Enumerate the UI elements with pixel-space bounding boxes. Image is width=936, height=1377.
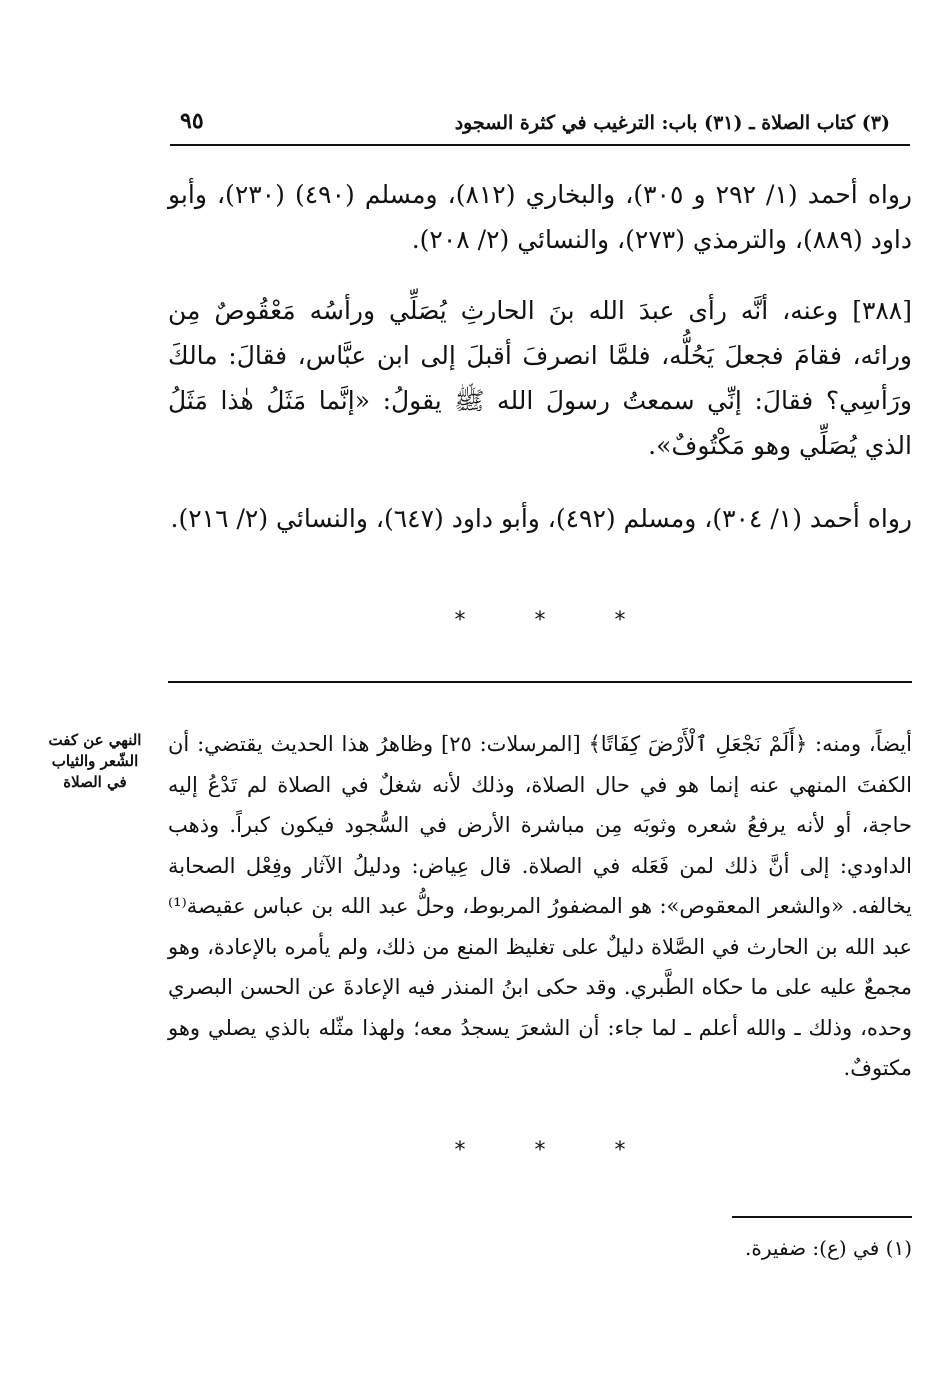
main-text [168,172,912,262]
takhrij-block-2 [168,496,912,541]
margin-note-line: في الصلاة [63,773,127,791]
footnote: (١) في (ع): ضفيرة. [745,1236,912,1260]
commentary-separator-line [168,681,912,683]
hadith-paragraph [168,288,912,468]
page-number: ٩٥ [180,108,204,134]
running-header [170,104,910,146]
hadith-block [168,288,912,468]
footnote-separator-line [732,1216,912,1218]
commentary-paragraph: أيضاً، ومنه: ﴿أَلَمْ نَجْعَلِ ٱلْأَرْضَ كِفَاتًا﴾ [المرسلات: ٢٥] وظاهرُ هذا الحديث يقتضي: أن الكفتَ المنهي عنه إنما هو في حال الصلاة، وذلك لأنه شغلٌ في الصلاة لم تَدْعُ إليه حاجة، أو لأنه يرفعُ شعره وثوبَه مِن مباشرة الأرض في السُّجود فيكون كبراً. وذهب الداودي: إلى أنَّ ذلك لمن فَعَله في الصلاة. قال عِياض: ودليلُ الآثار وفِعْل الصحابة يخالفه. «والشعر المعقوص»: هو المضفورُ المربوط، وحلُّ عبد الله بن عباس عقيصة⁽¹⁾ عبد الله بن الحارث في الصَّلاة دليلٌ على تغليظ المنع من ذلك، ولم يأمره بالإعادة، وهو مجمعٌ عليه على ما حكاه الطَّبري. وقد حكى ابنُ المنذر فيه الإعادةَ عن الحسن البصري وحده، وذلك ـ والله أعلم ـ لما جاء: أن الشعرَ يسجدُ معه؛ ولهذا مثّله بالذي يصلي وهو مكتوفٌ. [168,732,912,1080]
chapter-title: (٣) كتاب الصلاة ـ (٣١) باب: الترغيب في كثرة السجود [454,112,890,134]
section-divider-stars-2: * * * [454,1138,626,1163]
commentary-text [168,724,912,1089]
margin-note-line: الشّعر والثياب [51,752,139,770]
hadith-number: [٣٨٨] [852,296,913,325]
takhrij-paragraph-1: رواه أحمد (١/ ٢٩٢ و ٣٠٥)، والبخاري (٨١٢)، ومسلم (٤٩٠) (٢٣٠)، وأبو داود (٨٨٩)، والترمذي (٢٧٣)، والنسائي (٢/ ٢٠٨). [168,180,913,254]
margin-note-line: النهي عن كفت [48,731,142,749]
section-divider-stars: * * * [454,608,626,633]
hadith-text: وعنه، أنَّه رأى عبدَ الله بنَ الحارثِ يُصَلِّي ورأسُه مَعْقُوصٌ مِن ورائه، فقامَ فجعلَ يَحُلُّه، فلمَّا انصرفَ أقبلَ إلى ابن عبَّاس، فقالَ: مالكَ ورَأسِي؟ فقالَ: إنِّي سمعتُ رسولَ الله ﷺ يقولُ: «إنَّما مَثَلُ هٰذا مَثَلُ الذي يُصَلِّي وهو مَكْتُوفٌ». [168,296,912,460]
margin-note [26,730,164,793]
takhrij-paragraph-2: رواه أحمد (١/ ٣٠٤)، ومسلم (٤٩٢)، وأبو داود (٦٤٧)، والنسائي (٢/ ٢١٦). [170,504,912,533]
